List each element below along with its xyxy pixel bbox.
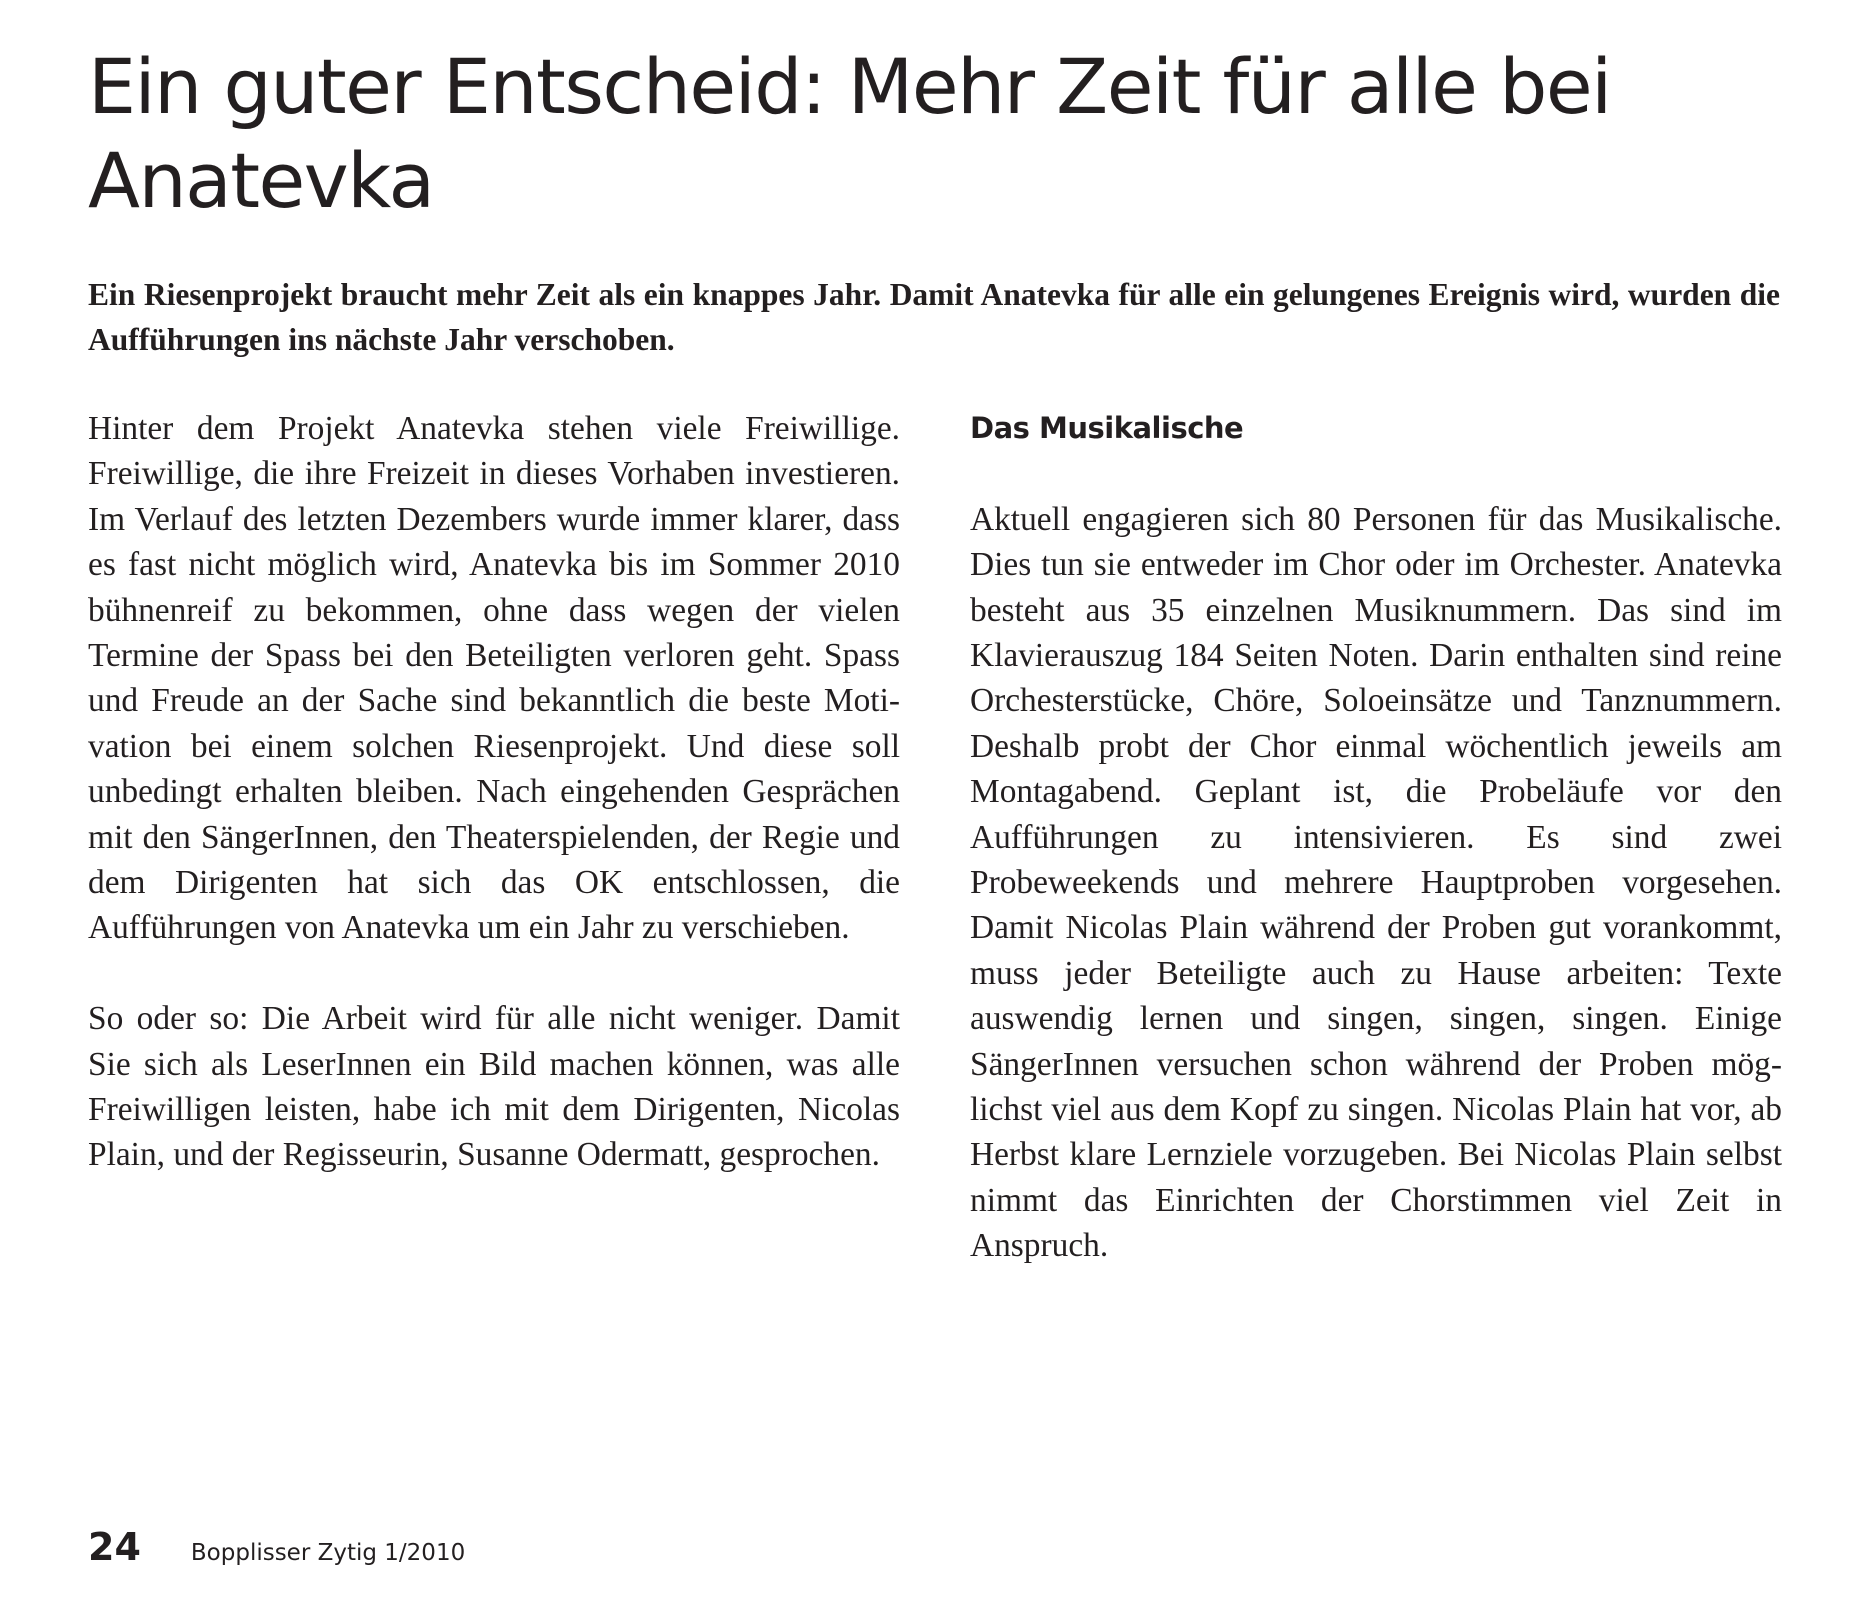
body-paragraph: Hinter dem Projekt Anatevka stehen viele Freiwillige. Freiwillige, die ihre Freizeit in dieses Vorhaben investieren. Im Verlauf des letzten Dezembers wurde immer klarer, dass es fast nicht möglich wird, Anatevka bis im Sommer 2010 bühnenreif zu bekommen, ohne dass wegen der vielen Termine der Spass bei den Beteiligten verloren geht. Spass und Freude an der Sache sind bekanntlich die beste Motivation bei einem solchen Riesenprojekt. Und diese soll unbedingt erhalten bleiben. Nach eingehenden Gesprächen mit den SängerInnen, den Theaterspielenden, der Regie und dem Dirigenten hat sich das OK entschlossen, die Aufführungen von Anatevka um ein Jahr zu verschieben. bbox=[88, 410, 900, 947]
article-headline: Ein guter Entscheid: Mehr Zeit für alle bei Anatevka bbox=[88, 42, 1611, 225]
section-subheading: Das Musikalische bbox=[970, 411, 1244, 445]
right-column bbox=[970, 406, 1782, 1314]
page-number: 24 bbox=[88, 1525, 141, 1569]
article-lead: Ein Riesenprojekt braucht mehr Zeit als ein knappes Jahr. Damit Anatevka für alle ein gelungenes Ereignis wird, wurden die Aufführungen ins nächste Jahr verschoben. bbox=[88, 277, 1780, 357]
page-footer bbox=[88, 1525, 465, 1569]
publication-name: Bopplisser Zytig 1/2010 bbox=[190, 1540, 466, 1566]
body-paragraph: So oder so: Die Arbeit wird für alle nicht weniger. Damit Sie sich als LeserInnen ein Bild machen können, was alle Freiwilligen leisten, habe ich mit dem Dirigenten, Nicolas Plain, und der Regisseurin, Susanne Odermatt, gesprochen. bbox=[88, 1000, 900, 1174]
body-paragraph: Aktuell engagieren sich 80 Personen für das Musikalische. Dies tun sie entweder im Chor oder im Orchester. Anatevka besteht aus 35 einzelnen Musiknummern. Das sind im Klavierauszug 184 Seiten Noten. Darin enthalten sind reine Orchesterstücke, Chöre, Soloeinsätze und Tanznummern. Deshalb probt der Chor einmal wöchentlich jeweils am Montagabend. Geplant ist, die Probeläufe vor den Aufführungen zu intensivieren. Es sind zwei Probeweekends und mehrere Hauptproben vorgesehen. Damit Nicolas Plain während der Proben gut vorankommt, muss jeder Beteiligte auch zu Hause arbeiten: Texte auswendig lernen und singen, singen, singen. Einige SängerInnen versuchen schon während der Proben möglichst viel aus dem Kopf zu singen. Nicolas Plain hat vor, ab Herbst klare Lernziele vorzugeben. Bei Nicolas Plain selbst nimmt das Einrichten der Chorstimmen viel Zeit in Anspruch. bbox=[970, 500, 1782, 1265]
left-column bbox=[88, 406, 900, 1223]
